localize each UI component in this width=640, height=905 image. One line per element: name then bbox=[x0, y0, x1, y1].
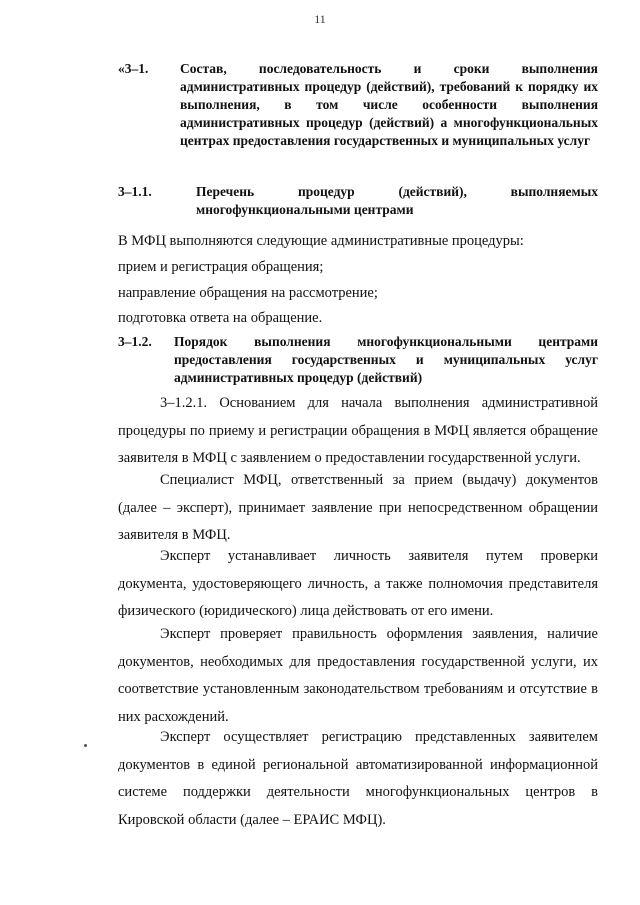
paragraph: Эксперт осуществляет регистрацию представленных заявителем документов в единой региональной автоматизированной информационной системе поддержки деятельности многофункциональных центров в Кировской области (далее – ЕРАИС МФЦ). bbox=[118, 729, 598, 828]
procedure-item: подготовка ответа на обращение. bbox=[118, 310, 323, 326]
section-number: «3–1. bbox=[118, 61, 149, 76]
page-number: 11 bbox=[314, 12, 326, 26]
paragraph: Эксперт устанавливает личность заявителя путем проверки документа, удостоверяющего личность, а также полномочия представителя физического (юридического) лица действовать от его имени. bbox=[118, 548, 598, 619]
procedures-intro: В МФЦ выполняются следующие административные процедуры: bbox=[118, 233, 524, 249]
section-heading-3-1-1 bbox=[118, 183, 598, 219]
section-number: 3–1.2. bbox=[118, 334, 152, 349]
procedure-item: направление обращения на рассмотрение; bbox=[118, 285, 378, 301]
section-heading-3-1 bbox=[118, 60, 598, 150]
section-title: Перечень процедур (действий), выполняемых многофункциональными центрами bbox=[196, 184, 598, 217]
procedure-item: прием и регистрация обращения; bbox=[118, 259, 324, 275]
section-heading-3-1-2 bbox=[118, 333, 598, 387]
section-number: 3–1.1. bbox=[118, 184, 152, 199]
paragraph: 3–1.2.1. Основанием для начала выполнения административной процедуры по приему и регистрации обращения в МФЦ является обращение заявителя в МФЦ с заявлением о предоставлении государственной услуги. bbox=[118, 395, 598, 466]
paragraph: Эксперт проверяет правильность оформления заявления, наличие документов, необходимых для предоставления государственной услуги, их соответствие установленным законодательством требованиям и отсутствие в них расхождений. bbox=[118, 626, 598, 725]
paragraph: Специалист МФЦ, ответственный за прием (выдачу) документов (далее – эксперт), принимает заявление при непосредственном обращении заявителя в МФЦ. bbox=[118, 472, 598, 543]
scan-speck bbox=[84, 744, 87, 747]
section-title: Порядок выполнения многофункциональными центрами предоставления государственных и муниципальных услуг административных процедур (действий) bbox=[174, 334, 598, 385]
section-title: Состав, последовательность и сроки выполнения административных процедур (действий), требований к порядку их выполнения, в том числе особенности выполнения административных процедур (действий) а многофункциональных центрах предоставления государственных и муниципальных услуг bbox=[180, 61, 598, 148]
